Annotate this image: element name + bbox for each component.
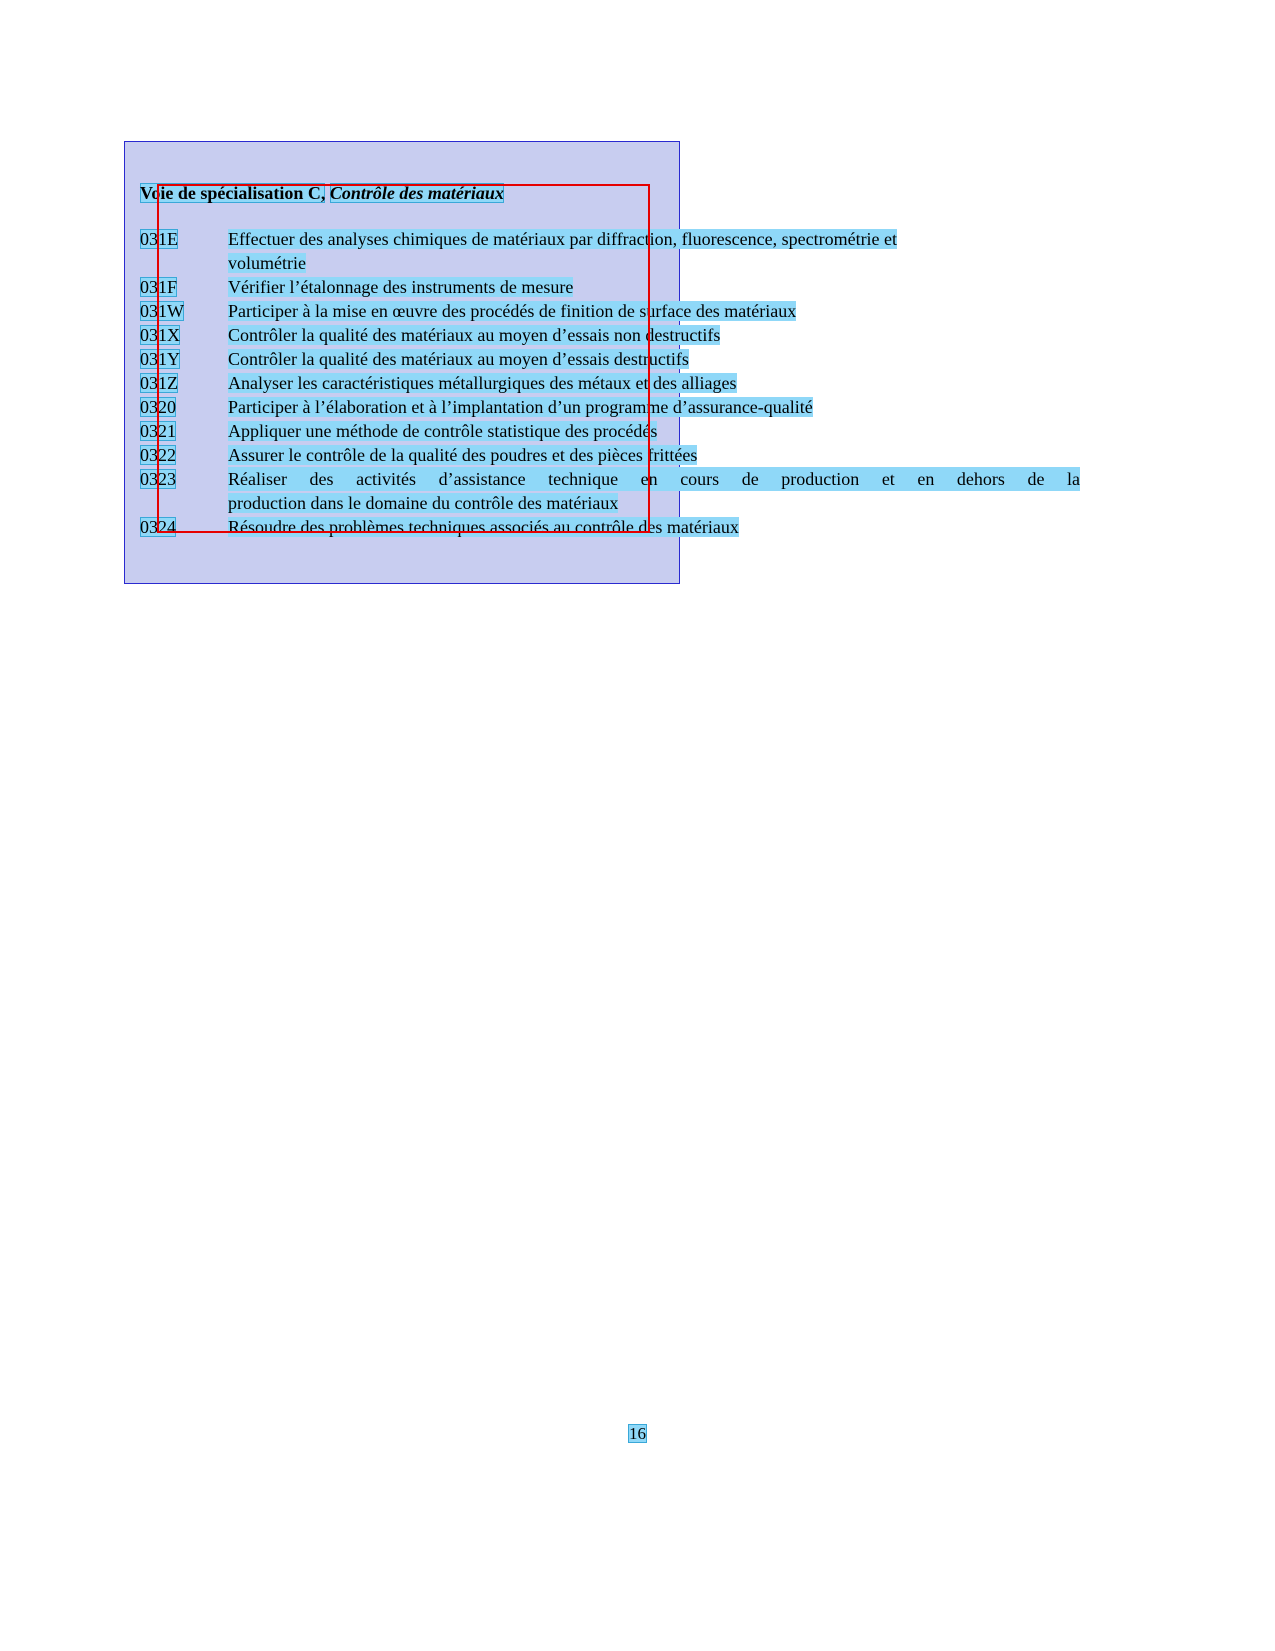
competency-code: 0323 (140, 469, 176, 489)
competency-row (140, 371, 1080, 395)
competency-code: 031F (140, 277, 178, 297)
competency-description-line2: production dans le domaine du contrôle des matériaux (228, 493, 619, 513)
competency-code: 031X (140, 325, 180, 345)
section-title (140, 181, 1080, 205)
competency-row (140, 275, 1080, 299)
competency-description: Participer à l’élaboration et à l’implantation d’un programme d’assurance-qualité (228, 397, 813, 417)
competency-code: 031Y (140, 349, 180, 369)
competency-code: 0320 (140, 397, 176, 417)
competency-row (140, 299, 1080, 323)
competency-description: Contrôler la qualité des matériaux au moyen d’essais destructifs (228, 349, 689, 369)
page-number-value: 16 (629, 1424, 646, 1443)
competency-row (140, 347, 1080, 371)
section-title-plain: Voie de spécialisation C, (140, 183, 326, 203)
competency-row (140, 467, 1080, 491)
competency-description: Analyser les caractéristiques métallurgiques des métaux et des alliages (228, 373, 737, 393)
competency-code: 0322 (140, 445, 176, 465)
competency-row-continuation (140, 491, 1080, 515)
competency-description: Contrôler la qualité des matériaux au moyen d’essais non destructifs (228, 325, 721, 345)
competency-description: Réaliser des activités d’assistance technique en cours de production et en dehors de la (228, 469, 1080, 489)
competency-row (140, 443, 1080, 467)
competency-row-continuation (140, 251, 1080, 275)
competency-row (140, 395, 1080, 419)
competency-description: Résoudre des problèmes techniques associés au contrôle des matériaux (228, 517, 739, 537)
competency-description: Appliquer une méthode de contrôle statistique des procédés (228, 421, 658, 441)
competency-code: 0321 (140, 421, 176, 441)
competency-row (140, 323, 1080, 347)
competency-description: Vérifier l’étalonnage des instruments de mesure (228, 277, 574, 297)
competency-code: 031W (140, 301, 184, 321)
document-text-layer (140, 181, 1080, 539)
competency-code: 0324 (140, 517, 176, 537)
competency-code: 031E (140, 229, 178, 249)
competency-description: Participer à la mise en œuvre des procédés de finition de surface des matériaux (228, 301, 797, 321)
section-title-italic: Contrôle des matériaux (329, 183, 504, 203)
competency-description-line2: volumétrie (228, 253, 306, 273)
competency-row (140, 419, 1080, 443)
competency-row (140, 515, 1080, 539)
page-number (0, 1424, 1275, 1444)
competency-description: Effectuer des analyses chimiques de matériaux par diffraction, fluorescence, spectrométrie et (228, 229, 898, 249)
competency-code: 031Z (140, 373, 178, 393)
competency-description: Assurer le contrôle de la qualité des poudres et des pièces frittées (228, 445, 698, 465)
competency-row (140, 227, 1080, 251)
